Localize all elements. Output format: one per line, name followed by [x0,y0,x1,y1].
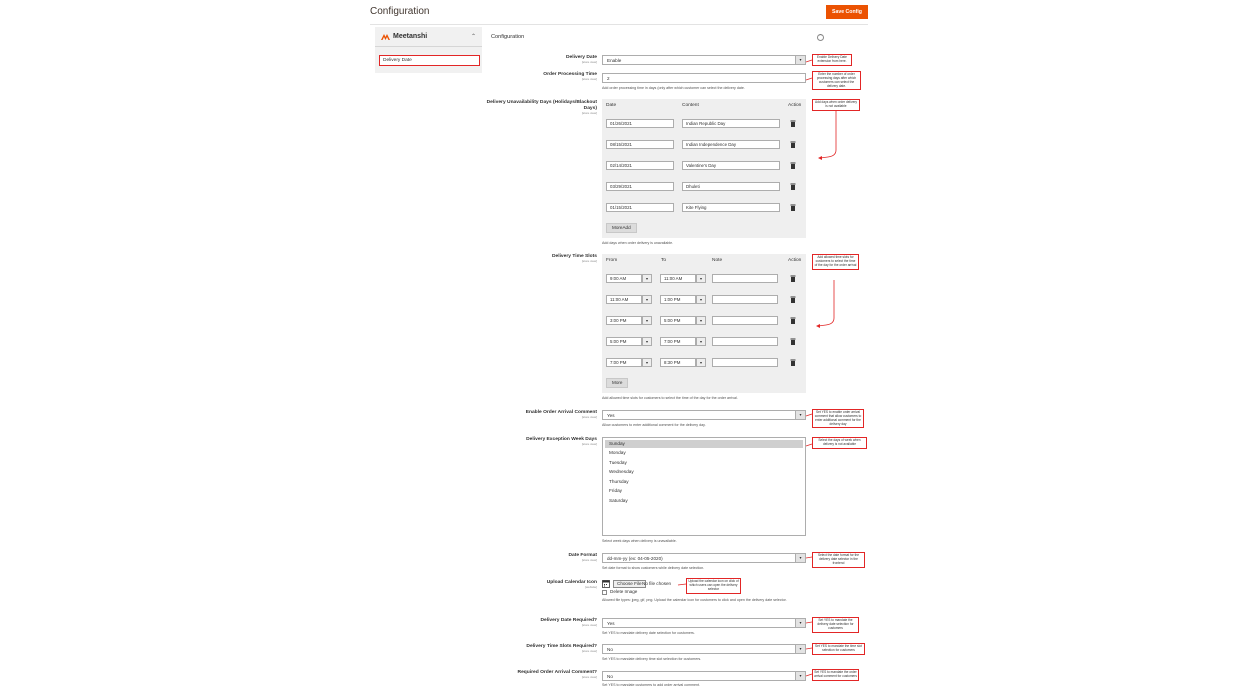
callout-slots-required: Set YES to mandate the time slot selection for customers [812,643,865,655]
holiday-content-input[interactable]: Valentine's Day [682,161,780,170]
option-saturday[interactable]: Saturday [609,498,628,503]
slot-note-input[interactable] [712,274,778,283]
holiday-content-input[interactable]: Indian Independence Day [682,140,780,149]
unavailability-grid [602,99,806,238]
file-status: No file chosen [642,581,672,586]
holiday-date-input[interactable]: 02/14/2021 [606,161,674,170]
add-time-slot-button[interactable]: More [606,378,628,388]
time-slots-grid [602,254,806,393]
holiday-content-input[interactable]: Dhuleti [682,182,780,191]
label-unavailability: Delivery Unavailability Days (Holidays/Blackout Days) [store view] [486,100,597,115]
label-delivery-date: Delivery Date [store view] [566,55,597,64]
exception-days-note: Select week days when delivery is unavailable. [602,539,677,543]
callout-date-required: Set YES to mandate the delivery date selection for customers [812,617,859,633]
option-wednesday[interactable]: Wednesday [609,469,634,474]
option-tuesday[interactable]: Tuesday [609,460,627,465]
comment-required-note: Set YES to mandate customers to add order arrival comment. [602,683,701,687]
time-slots-note: Add allowed time slots for customers to select the time of the day for the order arrival. [602,396,738,400]
meetanshi-logo-icon [381,34,390,40]
trash-icon[interactable] [790,296,796,303]
col-header-from: From [606,258,618,263]
chevron-down-icon[interactable]: ▾ [642,295,652,304]
slot-from-select[interactable]: 11:00 AM [606,295,642,304]
slot-note-input[interactable] [712,337,778,346]
arrow-time-slots [818,280,834,326]
date-format-note: Set date format to show customers while delivery date selection. [602,566,705,570]
option-monday[interactable]: Monday [609,450,626,455]
date-format-select[interactable]: dd-mm-yy (ex: 04-05-2020) ▾ [602,553,806,563]
label-date-required: Delivery Date Required? [store view] [540,618,597,627]
slot-to-select[interactable]: 7:00 PM [660,337,696,346]
col-header-action: Action [788,103,802,108]
label-calendar-icon: Upload Calendar Icon [website] [546,580,597,589]
slots-required-note: Set YES to mandate delivery time slot selection for customers. [602,657,702,661]
slot-to-select[interactable]: 8:30 PM [660,358,696,367]
exception-days-multiselect[interactable] [602,437,806,536]
chevron-down-icon[interactable]: ▾ [696,274,706,283]
page-title: Configuration [370,6,430,17]
processing-time-note: Add order processing time in days (only after which customer can select the delivery date. [602,86,745,90]
chevron-down-icon[interactable]: ▾ [696,337,706,346]
trash-icon[interactable] [790,183,796,190]
label-slots-required: Delivery Time Slots Required? [store view] [526,644,597,653]
holiday-date-input[interactable]: 01/15/2021 [606,203,674,212]
slot-from-select[interactable]: 5:00 PM [606,337,642,346]
col-header-content: Content [682,103,699,108]
chevron-down-icon[interactable]: ▾ [696,358,706,367]
save-config-button[interactable]: Save Config [826,5,868,19]
callout-date-format: Select the date format for the delivery date selector in the frontend [812,552,865,568]
add-holiday-button[interactable]: MoreAdd [606,223,637,233]
holiday-date-input[interactable]: 01/26/2021 [606,119,674,128]
brand-name: Meetanshi [393,33,428,40]
arrival-comment-note: Allow customers to enter additional comment for the delivery day. [602,423,706,427]
label-time-slots: Delivery Time Slots [store view] [551,254,597,263]
callout-delivery-date: Enable Delivery Date extension from here. [812,54,852,66]
holiday-date-input[interactable]: 03/29/2021 [606,182,674,191]
chevron-down-icon: ▾ [795,645,805,653]
trash-icon[interactable] [790,275,796,282]
sidebar [375,27,482,73]
date-required-select[interactable]: Yes ▾ [602,618,806,628]
callout-time-slots: Add allowed time slots for customers to select the time of the day for the order arrival [812,254,859,270]
choose-file-button[interactable]: Choose File [613,580,646,588]
section-title: Configuration [491,34,525,40]
slot-from-select[interactable]: 9:00 AM [606,274,642,283]
label-date-format: Date Format [store view] [568,553,597,562]
brand-logo [381,33,427,40]
chevron-down-icon[interactable]: ▾ [642,337,652,346]
calendar-icon-note: Allowed file types: jpeg, gif, png. Upload the calendar icon for customers to click and open the delivery date selector. [602,598,787,602]
arrowhead-time-slots [816,324,820,328]
calendar-icon [602,579,610,588]
callout-unavailability: Add days when order delivery is not available [812,99,860,111]
chevron-down-icon[interactable]: ▾ [642,274,652,283]
col-header-note: Note [712,258,723,263]
slot-from-select[interactable]: 7:00 PM [606,358,642,367]
unavailability-note: Add days when order delivery is unavailable. [602,241,674,245]
collapse-icon[interactable]: ⌃ [818,34,823,40]
chevron-down-icon[interactable]: ▾ [642,316,652,325]
title-divider [370,24,868,25]
option-friday[interactable]: Friday [609,488,623,493]
chevron-down-icon[interactable]: ▾ [696,316,706,325]
trash-icon[interactable] [790,120,796,127]
chevron-down-icon: ▾ [795,554,805,562]
slot-note-input[interactable] [712,295,778,304]
slot-note-input[interactable] [712,358,778,367]
trash-icon[interactable] [790,141,796,148]
arrow-unavailability [820,111,836,158]
arrival-comment-select[interactable]: Yes ▾ [602,410,806,420]
option-thursday[interactable]: Thursday [609,479,629,484]
chevron-down-icon: ▾ [795,672,805,680]
option-sunday[interactable]: Sunday [605,440,803,448]
callout-comment-required: Set YES to mandate the order arrival comment for customers [812,669,859,681]
sidebar-group-header[interactable] [375,27,482,47]
arrow-calendar-icon [678,584,686,585]
trash-icon[interactable] [790,317,796,324]
holiday-date-input[interactable]: 08/15/2021 [606,140,674,149]
chevron-up-icon[interactable]: ⌃ [470,34,476,40]
arrowhead-unavailability [818,156,822,160]
holiday-content-input[interactable]: Kite Flying [682,203,780,212]
label-exception-days: Delivery Exception Week Days [store view] [526,437,597,446]
callout-calendar-icon: Upload the calendar icon on click of which users can open the delivery selector [686,578,741,594]
trash-icon[interactable] [790,162,796,169]
chevron-down-icon[interactable]: ▾ [696,295,706,304]
col-header-action: Action [788,258,802,263]
label-processing-time: Order Processing Time [store view] [543,72,597,81]
chevron-down-icon[interactable]: ▾ [642,358,652,367]
holiday-content-input[interactable]: Indian Republic Day [682,119,780,128]
chevron-down-icon: ▾ [795,56,805,64]
chevron-down-icon: ▾ [795,411,805,419]
comment-required-select[interactable]: No ▾ [602,671,806,681]
delete-image-checkbox[interactable] [602,590,607,595]
col-header-date: Date [606,103,617,108]
trash-icon[interactable] [790,338,796,345]
processing-time-input[interactable]: 2 [602,73,806,83]
callout-processing-time: Enter the number of order processing days after which customers can select the delivery date. [812,71,861,90]
trash-icon[interactable] [790,204,796,211]
callout-exception-days: Select the days of week when delivery is not available [812,437,867,449]
delivery-date-select[interactable]: Enable ▾ [602,55,806,65]
trash-icon[interactable] [790,359,796,366]
delete-image-label: Delete Image [610,589,638,594]
date-required-note: Set YES to mandate delivery date selection for customers. [602,631,695,635]
slot-note-input[interactable] [712,316,778,325]
slot-to-select[interactable]: 1:00 PM [660,295,696,304]
slots-required-select[interactable]: No ▾ [602,644,806,654]
slot-to-select[interactable]: 5:00 PM [660,316,696,325]
col-header-to: To [661,258,667,263]
callout-arrival-comment: Set YES to enable order arrival comment that allow customers to enter additional comment for the delivery day [812,409,864,428]
chevron-down-icon: ▾ [795,619,805,627]
label-arrival-comment: Enable Order Arrival Comment [store view] [525,410,597,419]
label-comment-required: Required Order Arrival Comment? [store view] [517,670,597,679]
slot-from-select[interactable]: 3:00 PM [606,316,642,325]
sidebar-item-delivery-date[interactable]: Delivery Date [379,55,480,66]
slot-to-select[interactable]: 11:00 AM [660,274,696,283]
